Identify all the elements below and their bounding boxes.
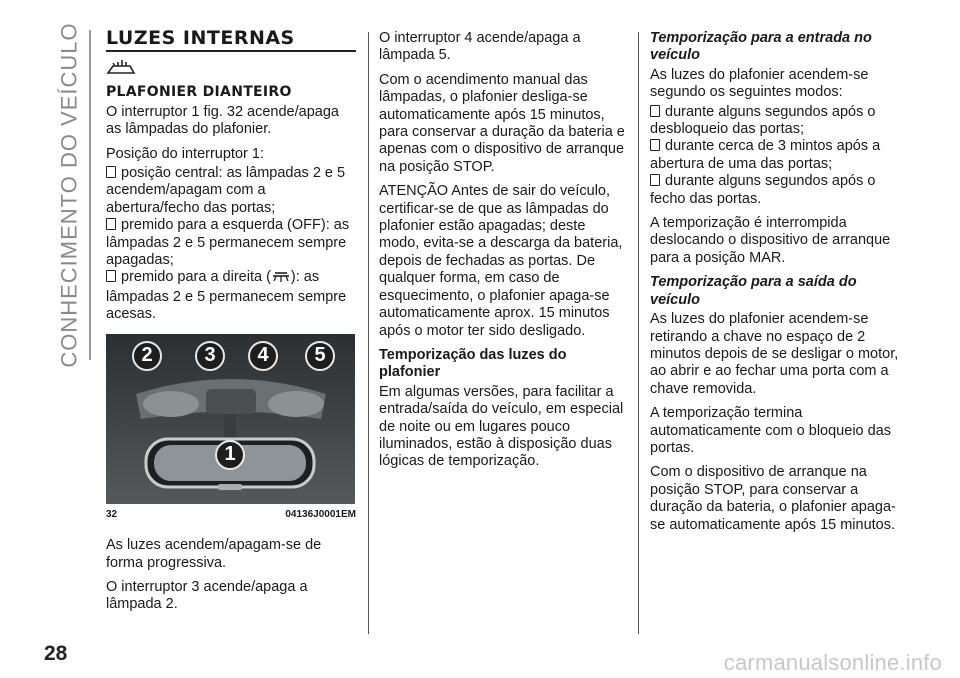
list-item: posição central: as lâmpadas 2 e 5 acendem/apagam com a abertura/fecho das portas;	[106, 165, 346, 216]
bullet-square-icon	[650, 174, 660, 186]
column-divider	[638, 32, 639, 634]
column-1	[106, 27, 356, 621]
callout-4: 4	[248, 341, 278, 371]
paragraph: Em algumas versões, para facilitar a entrada/saída do veículo, em especial de noite ou em lugares pouco iluminados, estão à disposição duas lógicas de temporização.	[379, 383, 624, 470]
callout-5: 5	[305, 341, 335, 371]
paragraph: Com o acendimento manual das lâmpadas, o plafonier desliga-se automaticamente após 15 minutos, para conservar a duração da bateria e apenas com o dispositivo de arranque na posição STOP.	[379, 71, 625, 175]
bullet-square-icon	[650, 105, 660, 117]
side-section-title: CONHECIMENTO DO VEÍCULO	[57, 22, 82, 368]
subheading: PLAFONIER DIANTEIRO	[106, 84, 292, 101]
subheading: Temporização para a saída do veículo	[650, 274, 857, 308]
paragraph: A temporização é interrompida deslocando o dispositivo de arranque para a posição MAR.	[650, 215, 891, 266]
figure-number: 32	[106, 508, 118, 520]
list-item: durante alguns segundos após o desbloqueio das portas;	[650, 103, 876, 138]
section-heading: LUZES INTERNAS	[106, 30, 356, 52]
callout-2: 2	[132, 341, 162, 371]
figure-caption	[106, 506, 356, 523]
side-rule	[89, 30, 91, 360]
list-item: durante alguns segundos após o fecho das portas.	[650, 173, 876, 207]
subheading: Temporização das luzes do plafonier	[379, 346, 567, 381]
page-number: 28	[44, 642, 68, 665]
figure-ceiling-light	[106, 334, 355, 504]
subheading: Temporização para a entrada no veículo	[650, 30, 872, 64]
column-2	[379, 30, 629, 478]
callout-1: 1	[215, 440, 245, 470]
list-item: premido para a direita ( ): as lâmpadas 2 e 5 permanecem sempre acesas.	[106, 269, 347, 323]
list-item: durante cerca de 3 mintos após a abertura de uma das portas;	[650, 138, 881, 172]
bullet-square-icon	[106, 166, 116, 178]
paragraph: Com o dispositivo de arranque na posição STOP, para conservar a duração da bateria, o plafonier apaga-se automaticamente após 15 minutos.	[650, 464, 896, 533]
paragraph: O interruptor 3 acende/apaga a lâmpada 2.	[106, 578, 308, 613]
column-3	[650, 30, 900, 541]
paragraph: As luzes do plafonier acendem-se retirando a chave no espaço de 2 minutos depois de se desligar o motor, ao abrir e ao fechar uma porta com a chave removida.	[650, 311, 899, 397]
paragraph: As luzes acendem/apagam-se de forma progressiva.	[106, 537, 322, 571]
interior-light-icon	[106, 58, 356, 80]
list-item: premido para a esquerda (OFF): as lâmpadas 2 e 5 permanecem sempre apagadas;	[106, 217, 350, 269]
paragraph: A temporização termina automaticamente com o bloqueio das portas.	[650, 405, 892, 456]
paragraph: O interruptor 4 acende/apaga a lâmpada 5.	[379, 30, 581, 64]
paragraph: O interruptor 1 fig. 32 acende/apaga as lâmpadas do plafonier.	[106, 103, 339, 138]
paragraph: As luzes do plafonier acendem-se segundo os seguintes modos:	[650, 66, 869, 101]
watermark: carmanualsonline.info	[723, 650, 942, 675]
bullet-square-icon	[106, 218, 116, 230]
paragraph: Posição do interruptor 1:	[106, 145, 264, 162]
column-divider	[368, 32, 369, 634]
callout-3: 3	[195, 341, 225, 371]
figure-code: 04136J0001EM	[285, 508, 356, 520]
paragraph: ATENÇÃO Antes de sair do veículo, certificar-se de que as lâmpadas do plafonier estão apagadas; deste modo, evita-se a descarga da bateria, depois de fechadas as portas. De qualquer forma, em caso de esquecimento, o plafonier apaga-se automaticamente aprox. 15 minutos após o motor ter sido desligado.	[379, 183, 623, 339]
bullet-square-icon	[106, 270, 116, 282]
bullet-square-icon	[650, 139, 660, 151]
dome-light-on-icon	[271, 271, 291, 288]
